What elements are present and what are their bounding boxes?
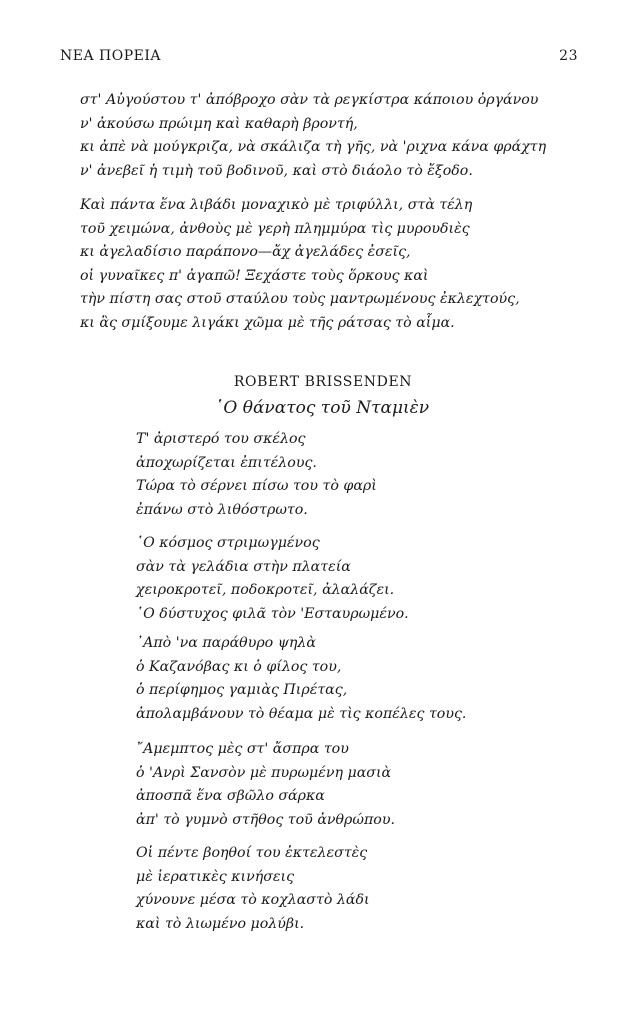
verse-line: ἀποσπᾶ ἕνα σβῶλο σάρκα [136, 788, 325, 804]
verse-line: καὶ τὸ λιωμένο μολύβι. [136, 915, 305, 932]
verse-line: χύνουνε μέσα τὸ κοχλαστὸ λάδι [136, 892, 370, 908]
text-line: κι ἀπὲ νὰ μούγκριζα, νὰ σκάλιζα τὴ γῆς, νὰ 'ριχνα κάνα φράχτη [80, 139, 547, 155]
verse-line: μὲ ἱερατικὲς κινήσεις [136, 868, 295, 885]
text-line: κι ἂς σμίξουμε λιγάκι χῶμα μὲ τῆς ράτσας τὸ αἷμα. [80, 314, 455, 331]
verse-line: Οἱ πέντε βοηθοί του ἐκτελεστὲς [136, 845, 368, 861]
verse-line: ὁ περίφημος γαμιὰς Πιρέτας, [136, 682, 348, 698]
verse-line: ᾿Απὸ 'να παράθυρο ψηλὰ [136, 635, 316, 651]
text-line: τὴν πίστη σας στοῦ σταύλου τοὺς μαντρωμένους ἐκλεχτούς, [80, 291, 520, 307]
verse-line: ἀποχωρίζεται ἐπιτέλους. [136, 454, 317, 471]
text-line: Καὶ πάντα ἕνα λιβάδι μοναχικὸ μὲ τριφύλλι, στὰ τέλη [80, 197, 473, 213]
verse-stanza-4 [136, 738, 556, 832]
poem-author: ROBERT BRISSENDEN [233, 374, 413, 390]
verse-line: χειροκροτεῖ, ποδοκροτεῖ, ἀλαλάζει. [136, 582, 395, 598]
poem-title: ῾Ο θάνατος τοῦ Νταμιὲν [214, 398, 430, 418]
verse-stanza-5 [136, 842, 556, 936]
text-line: ν' ἀνεβεῖ ἡ τιμὴ τοῦ βοδινοῦ, καὶ στὸ διάολο τὸ ἔξοδο. [80, 162, 473, 179]
running-title: ΝΕΑ ΠΟΡΕΙΑ [60, 48, 161, 64]
page-header [60, 48, 578, 70]
prose-stanza-1 [80, 89, 580, 183]
text-line: ν' ἀκούσω πρώιμη καὶ καθαρὴ βροντή, [80, 115, 358, 132]
text-line: τοῦ χειμώνα, ἀνθοὺς μὲ γερὴ πλημμύρα τὶς μυρουδιὲς [80, 220, 470, 237]
text-line: στ' Αὐγούστου τ' ἀπόβροχο σὰν τὰ ρεγκίστρα κάποιου ὀργάνου [80, 92, 539, 108]
prose-stanza-2 [80, 194, 580, 335]
verse-line: Τ' ἀριστερό του σκέλος [136, 431, 306, 447]
verse-line: ἀπολαμβάνουν τὸ θέαμα μὲ τὶς κοπέλες τους. [136, 705, 467, 722]
verse-line: ἀπ' τὸ γυμνὸ στῆθος τοῦ ἀνθρώπου. [136, 811, 395, 828]
page-number: 23 [559, 48, 578, 64]
verse-stanza-2 [136, 532, 556, 626]
verse-line: ὁ Καζανόβας κι ὁ φίλος του, [136, 658, 342, 675]
text-line: κι ἀγελαδίσιο παράπονο—ἄχ ἀγελάδες ἐσεῖς, [80, 244, 411, 260]
verse-stanza-1 [136, 428, 556, 522]
text-line: οἱ γυναῖκες π' ἀγαπῶ! Ξεχάστε τοὺς ὅρκους καὶ [80, 267, 429, 284]
verse-line: ἐπάνω στὸ λιθόστρωτο. [136, 501, 308, 518]
verse-line: ῎Αμεμπτος μὲς στ' ἄσπρα του [136, 741, 349, 757]
verse-line: σὰν τὰ γελάδια στὴν πλατεία [136, 558, 351, 575]
verse-line: ὁ 'Ανρὶ Σανσὸν μὲ πυρωμένη μασιὰ [136, 764, 392, 781]
verse-line: ῾Ο δύστυχος φιλᾶ τὸν 'Εσταυρωμένο. [136, 605, 409, 622]
verse-line: Τώρα τὸ σέρνει πίσω του τὸ φαρὶ [136, 478, 377, 494]
verse-stanza-3 [136, 632, 556, 726]
verse-line: ῾Ο κόσμος στριμωγμένος [136, 535, 320, 551]
